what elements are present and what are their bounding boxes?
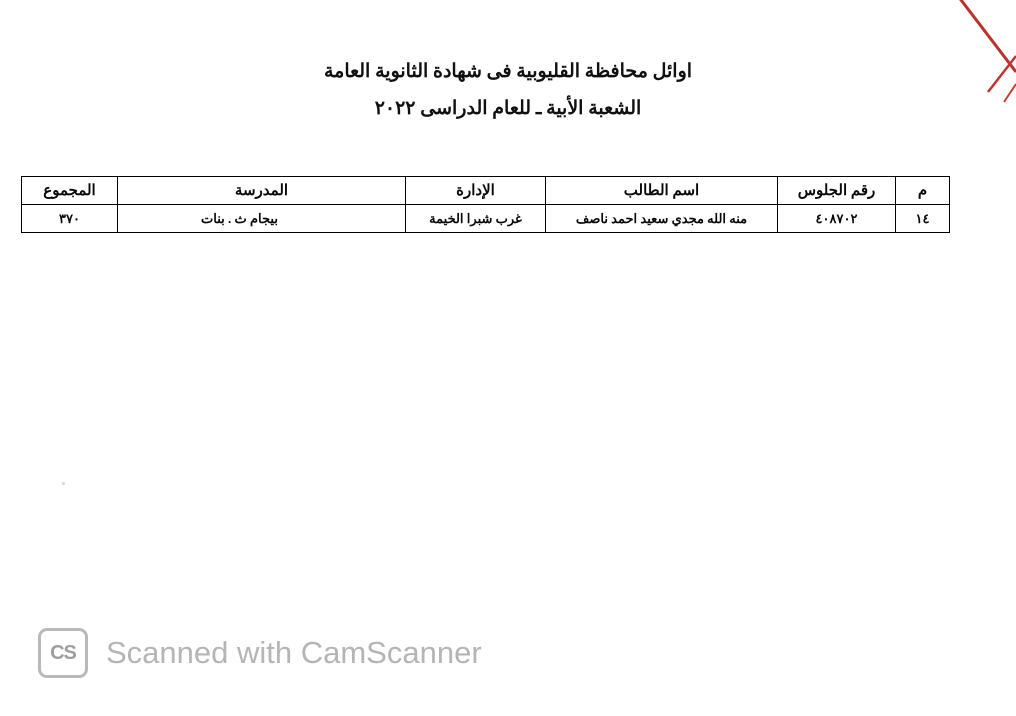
column-header-student-name: اسم الطالب [546,177,778,205]
cell-school-text: بيجام ث . بنات [201,210,278,226]
camscanner-watermark-text: Scanned with CamScanner [106,635,482,670]
camscanner-watermark [38,628,482,678]
cell-index: ١٤ [896,205,950,233]
document-heading [0,60,1016,120]
page-title: اوائل محافظة القليوبية فى شهادة الثانوية العامة [323,61,693,82]
cell-administration: غرب شبرا الخيمة [406,205,546,233]
column-header-index: م [896,177,950,205]
cell-seat-number: ٤٠٨٧٠٢ [778,205,896,233]
column-header-total: المجموع [22,177,118,205]
column-header-administration: الإدارة [406,177,546,205]
table-header-row [22,177,950,205]
table-row [22,205,950,233]
scan-speck [62,482,65,485]
column-header-school: المدرسة [118,177,406,205]
column-header-seat-number: رقم الجلوس [778,177,896,205]
page-subtitle: الشعبة الأبية ـ للعام الدراسى ٢٠٢٢ [374,98,642,119]
cell-school [118,205,406,233]
results-table-container [22,176,950,233]
cell-student-name: منه الله مجدي سعيد احمد ناصف [546,205,778,233]
camscanner-logo-icon: CS [38,628,88,678]
cell-total: ٣٧٠ [22,205,118,233]
results-table [21,176,950,233]
